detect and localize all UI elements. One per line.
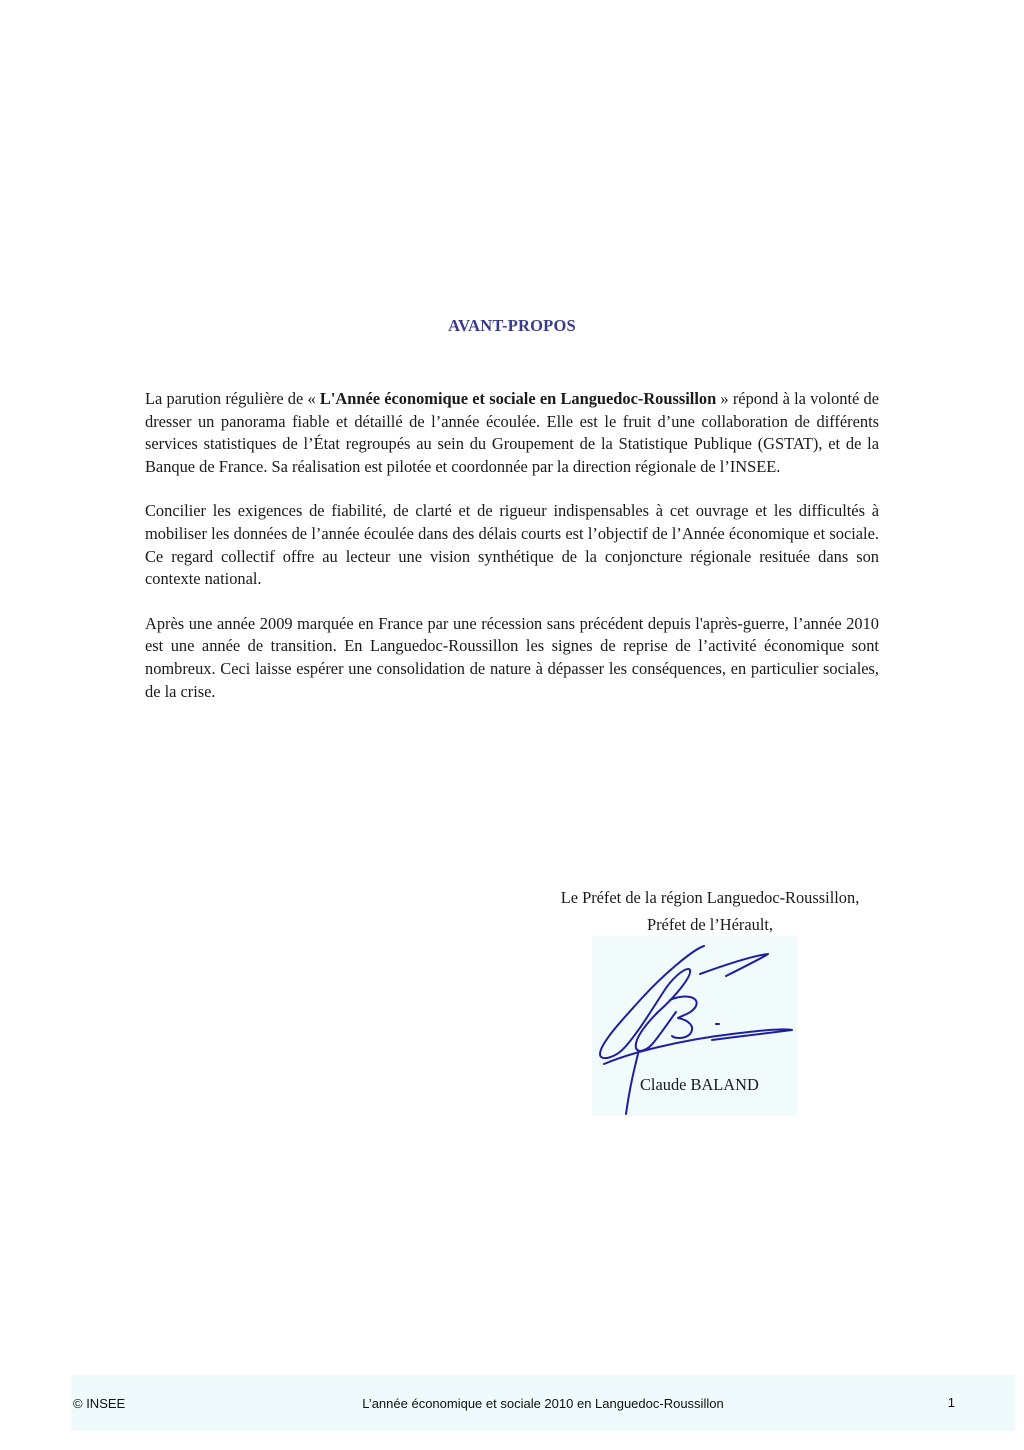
- page-title: AVANT-PROPOS: [448, 316, 576, 335]
- signatory-line-1: Le Préfet de la région Languedoc-Roussillon,: [560, 888, 860, 907]
- page-footer: [71, 1375, 1015, 1431]
- footer-copyright: © INSEE: [73, 1396, 126, 1411]
- signatory-title: [500, 884, 920, 938]
- paragraph-intro-before: La parution régulière de «: [145, 389, 320, 408]
- body-text: [145, 388, 879, 725]
- footer-page-number: 1: [947, 1395, 955, 1410]
- paragraph-objective: Concilier les exigences de fiabilité, de clarté et de rigueur indispensables à cet ouvrage et les difficultés à mobiliser les données de l’année écoulée dans des délais courts est l’objectif de l’Année économique et sociale. Ce regard collectif offre au lecteur une vision synthétique de la conjoncture régionale resituée dans son contexte national.: [145, 501, 879, 589]
- publication-title: L'Année économique et sociale en Languedoc-Roussillon: [319, 389, 717, 408]
- signatory-line-2: Préfet de l’Hérault,: [646, 915, 774, 934]
- paragraph-intro-after: » répond à la volonté de dresser un panorama fiable et détaillé de l’année écoulée. Elle est le fruit d’une collaboration de différents services statistiques de l’État regroupés au sein du Groupement de la Statistique Publique (GSTAT), et de la Banque de France. Sa réalisation est pilotée et coordonnée par la direction régionale de l’INSEE.: [145, 389, 879, 476]
- paragraph-intro: [145, 388, 879, 478]
- signer-name: Claude BALAND: [640, 1075, 759, 1094]
- footer-publication-title: L’année économique et sociale 2010 en Languedoc-Roussillon: [362, 1396, 724, 1411]
- paragraph-context: Après une année 2009 marquée en France par une récession sans précédent depuis l'après-guerre, l’année 2010 est une année de transition. En Languedoc-Roussillon les signes de reprise de l’activité économique sont nombreux. Ceci laisse espérer une consolidation de nature à dépasser les conséquences, en particulier sociales, de la crise.: [145, 613, 879, 701]
